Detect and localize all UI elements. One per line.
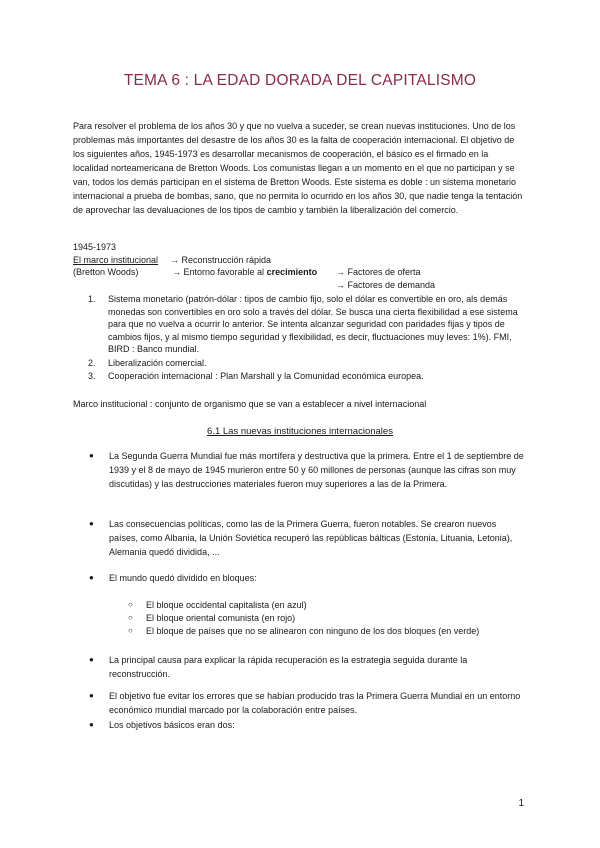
circle-bullet-icon: ○ — [128, 613, 133, 622]
bullet-item: ● Las consecuencias políticas, como las de la Primera Guerra, fueron notables. Se crearon nuevos países, como Albania, la Unión Soviética recuperó las repúblicas bálticas (Estonia, Lituania, Letonia), Alemania quedó dividida, ... — [89, 519, 513, 557]
bullet-item: ● El mundo quedó dividido en bloques: — [89, 573, 257, 583]
sub-bullet-item: ○ El bloque occidental capitalista (en azul) — [128, 600, 307, 610]
marco-institucional-label: El marco institucional — [73, 255, 159, 265]
marco-definition-line: Marco institucional : conjunto de organismo que se van a establecer a nivel internacional — [73, 399, 427, 409]
bullet-icon: ● — [89, 573, 94, 582]
bullet-item: ● La Segunda Guerra Mundial fue más mortífera y destructiva que la primera. Entre el 1 de septiembre de 1939 y el 8 de mayo de 1945 murieron entre 50 y 60 millones de personas (aunque las cifras son muy discutidas) y las destrucciones materiales fueron muy superiores a las de la Primera. — [89, 451, 524, 489]
bullet-icon: ● — [89, 519, 94, 528]
circle-bullet-icon: ○ — [128, 600, 133, 609]
bullet-item: ● La principal causa para explicar la rápida recuperación es la estrategia seguida durante la reconstrucción. — [89, 655, 468, 679]
numbered-item: 3. Cooperación internacional : Plan Marshall y la Comunidad económica europea. — [88, 371, 424, 381]
factores-demanda-text: → Factores de demanda — [336, 280, 436, 290]
section-heading: 6.1 Las nuevas instituciones internacionales — [207, 426, 393, 437]
numbered-item: 2. Liberalización comercial. — [88, 357, 207, 368]
sub-bullet-item: ○ El bloque oriental comunista (en rojo) — [128, 613, 296, 623]
numbered-list — [88, 293, 524, 384]
sub-bullet-item: ○ El bloque de países que no se alinearon con ninguno de los dos bloques (en verde) — [128, 626, 480, 636]
bullet-icon: ● — [89, 655, 94, 664]
document-title: TEMA 6 : LA EDAD DORADA DEL CAPITALISMO — [123, 72, 477, 89]
numbered-item: 1. Sistema monetario (patrón-dólar : tipos de cambio fijo, solo el dólar es convertible en oro, als demás monedas son convertibles en oro solo a través del dólar. Se busca una cierta flexibilidad a ese sistema para que no vuelva a ocurrir lo anterior. Se intenta alcanzar seguridad con paridades fijas y tipos de cambios fijos, y al mismo tiempo seguridad y flexibilidad, es decir, fluctuaciones muy leves: 1%). FMI, BIRD : Banco mundial. — [88, 294, 518, 354]
bullet-item: ● El objetivo fue evitar los errores que se habían producido tras la Primera Guerra Mundial en un entorno económico mundial marcado por la colaboración entre países. — [89, 691, 521, 715]
years-label: 1945-1973 — [73, 242, 117, 252]
entorno-favorable-text: → Entorno favorable al crecimiento — [172, 267, 318, 277]
reconstruccion-arrow-text: → Reconstrucción rápida — [170, 255, 272, 265]
circle-bullet-icon: ○ — [128, 626, 133, 635]
intro-paragraph: Para resolver el problema de los años 30 y que no vuelva a suceder, se crean nuevas instituciones. Uno de los problemas más importantes del desastre de los años 30 es la falta de cooperación internacional. El objetivo de los siguientes años, 1945-1973 es desarrollar mecanismos de cooperación, el básico es el firmado en la localidad norteamericana de Bretton Woods. Los comunistas llegan a un momento en el que no participan y se van, todos los demás participan en el sistema de Bretton Woods. Este sistema es doble : un sistema monetario internacional a prueba de bombas, sano, que no permita lo ocurrido en los años 30, que nadie tenga la tentación de aprovechar las devaluaciones de los tipos de cambio y también la liberalización del comercio. — [73, 121, 523, 215]
page-number: 1 — [518, 798, 524, 809]
bullet-icon: ● — [89, 691, 94, 700]
factores-oferta-text: → Factores de oferta — [336, 267, 421, 277]
bullet-item: ● Los objetivos básicos eran dos: — [89, 720, 235, 730]
bullet-icon: ● — [89, 720, 94, 729]
bretton-woods-label: (Bretton Woods) — [73, 267, 139, 277]
bullet-icon: ● — [89, 451, 94, 460]
